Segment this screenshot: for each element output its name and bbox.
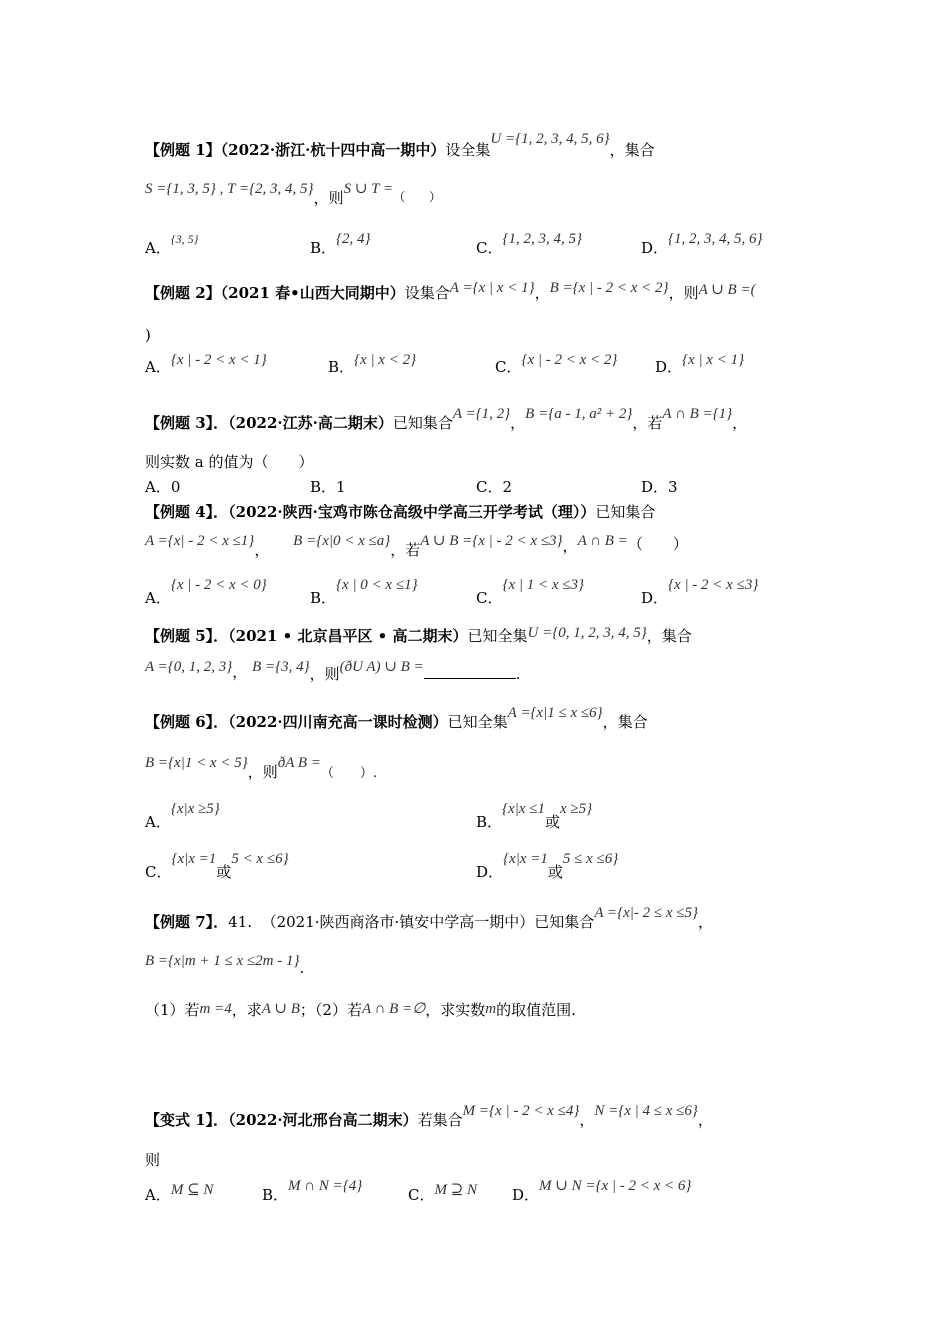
math-expression: A ∪ B — [261, 1001, 300, 1017]
problem-stem: ，则 — [309, 665, 340, 683]
option-label: C． — [495, 358, 522, 376]
option-d — [641, 477, 678, 497]
problem-stem: ，若 — [632, 414, 663, 432]
or-word: 或 — [547, 863, 563, 881]
math-expression: A ∩ B =∅ — [361, 1001, 426, 1017]
problem-tag: 【例题 4】． — [145, 503, 229, 521]
option-label: D． — [476, 863, 504, 881]
problem-stem: ，集合 — [646, 627, 692, 645]
problem-source: （2022·河北邢台高二期末） — [228, 1111, 418, 1129]
problem-stem: 已知集合 — [534, 913, 595, 931]
option-value: {x|x =1 — [503, 851, 548, 867]
problem-source: （2022·陕西·宝鸡市陈仓高级中学高三开学考试（理）） — [228, 503, 596, 521]
problem-source: （2022·江苏·高二期末） — [228, 414, 393, 432]
option-label: D． — [512, 1186, 540, 1204]
option-value: 0 — [170, 478, 181, 496]
math-expression: M ={x | - 2 < x ≤4} — [462, 1103, 580, 1119]
math-expression: ðA B = — [277, 755, 321, 771]
option-value: x ≥5} — [559, 801, 593, 817]
option-a — [145, 477, 180, 497]
option-a — [145, 801, 220, 833]
question-text: ，求实数 — [425, 1001, 486, 1019]
problem-stem: 已知全集 — [467, 627, 528, 645]
separator: ， — [562, 537, 578, 555]
option-value: M ∪ N ={x | - 2 < x < 6} — [539, 1178, 692, 1194]
separator: ， — [534, 284, 550, 302]
option-label: C． — [476, 589, 503, 607]
problem-stem: ，则 — [668, 284, 699, 302]
math-expression: A ∪ B =( — [698, 282, 756, 298]
option-d — [512, 1178, 692, 1206]
option-value: {1, 2, 3, 4, 5, 6} — [668, 231, 763, 247]
math-expression: m =4 — [199, 1001, 232, 1017]
math-expression: U ={0, 1, 2, 3, 4, 5} — [527, 625, 647, 641]
separator: ， — [697, 1111, 713, 1129]
option-label: D． — [641, 589, 669, 607]
question-text: ；（2）若 — [299, 1001, 362, 1019]
option-label: C． — [476, 478, 503, 496]
option-label: A． — [145, 589, 171, 607]
problem-2-line-1 — [145, 280, 756, 304]
problem-stem: ，集合 — [602, 713, 648, 731]
problem-7-line-1 — [145, 905, 713, 933]
or-word: 或 — [544, 813, 560, 831]
math-expression: S ={1, 3, 5} , T ={2, 3, 4, 5} — [145, 181, 314, 197]
problem-stem: 已知集合 — [392, 414, 453, 432]
problem-stem: 设集合 — [404, 284, 450, 302]
option-value: 3 — [668, 478, 678, 496]
option-c — [495, 352, 618, 378]
option-c — [408, 1182, 478, 1206]
problem-tag: 【变式 1】． — [145, 1111, 229, 1129]
separator: ， — [254, 541, 270, 559]
option-c — [145, 851, 289, 883]
option-value: {x | - 2 < x ≤3} — [668, 577, 759, 593]
problem-stem: 设全集 — [445, 141, 491, 159]
answer-blank[interactable] — [424, 664, 516, 679]
option-label: B． — [262, 1186, 289, 1204]
problem-tag: 【例题 7】． — [145, 913, 229, 931]
option-label: B． — [310, 589, 337, 607]
option-d — [476, 851, 619, 883]
option-label: A． — [145, 1186, 171, 1204]
problem-source: （2021 • 北京昌平区 • 高二期末） — [228, 627, 468, 645]
option-d — [641, 577, 759, 609]
separator: ， — [697, 913, 713, 931]
option-value: {x | 0 < x ≤1} — [336, 577, 418, 593]
separator: ， — [732, 414, 748, 432]
problem-stem: 已知集合 — [595, 503, 656, 521]
problem-stem: ，则 — [247, 763, 278, 781]
math-expression: (ðU A) ∪ B = — [339, 659, 424, 675]
problem-stem: ，则 — [313, 189, 344, 207]
option-label: D． — [641, 239, 669, 257]
or-word: 或 — [216, 863, 232, 881]
option-value: {x | - 2 < x < 2} — [521, 352, 618, 368]
problem-stem: ，若 — [390, 541, 421, 559]
problem-6-line-2 — [145, 752, 378, 781]
option-value: {x | x < 1} — [682, 352, 745, 368]
option-a — [145, 232, 199, 259]
option-label: B． — [328, 358, 355, 376]
option-value: 1 — [336, 478, 346, 496]
problem-source: （2022·浙江·杭十四中高一期中） — [220, 141, 446, 159]
problem-tag: 【例题 6】． — [145, 713, 229, 731]
math-expression: N ={x | 4 ≤ x ≤6} — [594, 1103, 698, 1119]
option-b — [476, 801, 593, 833]
problem-7-questions — [145, 1000, 576, 1021]
problem-tag: 【例题 2】 — [145, 284, 221, 302]
problem-stem: 若集合 — [417, 1111, 463, 1129]
problem-tag: 【例题 5】． — [145, 627, 229, 645]
variant-1-line-1 — [145, 1103, 713, 1131]
option-value: {x|x =1 — [171, 851, 217, 867]
problem-5-line-1 — [145, 626, 692, 647]
option-d — [641, 231, 763, 259]
problem-7-line-2 — [145, 950, 305, 977]
option-b — [310, 231, 371, 259]
option-label: D． — [655, 358, 683, 376]
problem-4-line-2 — [145, 530, 688, 559]
problem-4-line-1 — [145, 502, 655, 522]
option-value: {x | - 2 < x < 0} — [170, 577, 267, 593]
problem-3-line-2: 则实数 a 的值为（ ） — [145, 453, 314, 471]
option-value: M ∩ N ={4} — [288, 1178, 363, 1194]
option-value: 5 ≤ x ≤6} — [562, 851, 619, 867]
option-label: D． — [641, 478, 669, 496]
option-b — [310, 477, 346, 497]
option-value: {1, 2, 3, 4, 5} — [502, 231, 582, 247]
problem-source: （2021 春•山西大同期中） — [220, 284, 405, 302]
separator: ， — [232, 663, 248, 681]
math-expression: A ∩ B ={1} — [662, 406, 733, 422]
option-label: C． — [408, 1186, 435, 1204]
problem-number: 41. — [228, 913, 253, 931]
math-expression: A ={x | x < 1} — [449, 280, 535, 296]
option-value: M ⊆ N — [170, 1182, 214, 1198]
problem-6-line-1 — [145, 705, 648, 733]
math-expression: U ={1, 2, 3, 4, 5, 6} — [490, 131, 610, 147]
option-value: {x | x < 2} — [354, 352, 417, 368]
question-text: （1）若 — [145, 1001, 200, 1019]
option-label: B． — [310, 239, 337, 257]
option-b — [328, 352, 417, 378]
option-c — [476, 231, 582, 259]
problem-1-line-2 — [145, 178, 442, 207]
option-label: C． — [145, 863, 172, 881]
option-label: A． — [145, 813, 171, 831]
option-a — [145, 1182, 214, 1206]
problem-2-line-2: ) — [145, 326, 151, 344]
option-value: 5 < x ≤6} — [231, 851, 289, 867]
problem-5-line-2 — [145, 656, 521, 683]
option-label: B． — [310, 478, 337, 496]
math-expression: B ={x|1 < x < 5} — [145, 755, 248, 771]
math-expression: A ={x| - 2 < x ≤1} — [145, 533, 255, 549]
option-value: {x|x ≤1 — [502, 801, 545, 817]
problem-3-line-1 — [145, 406, 748, 434]
problem-source: （2021·陕西商洛市·镇安中学高一期中） — [261, 913, 535, 931]
math-expression: B ={a - 1, a² + 2} — [525, 406, 633, 422]
problem-stem: 已知全集 — [447, 713, 508, 731]
math-expression: A ={x|- 2 ≤ x ≤5} — [594, 905, 698, 921]
option-b — [310, 577, 418, 609]
answer-paren: （ ） — [393, 190, 442, 204]
separator: ， — [579, 1111, 595, 1129]
option-label: C． — [476, 239, 503, 257]
option-value: {x | - 2 < x < 1} — [170, 352, 267, 368]
option-value: {2, 4} — [336, 231, 371, 247]
answer-paren: （ ） — [627, 535, 688, 553]
math-expression: A ∩ B = — [577, 533, 628, 549]
option-value: {x|x ≥5} — [170, 801, 220, 817]
math-expression: A ={0, 1, 2, 3} — [145, 659, 233, 675]
option-value: M ⊇ N — [434, 1182, 478, 1198]
problem-tag: 【例题 3】． — [145, 414, 229, 432]
math-expression: A ∪ B ={x | - 2 < x ≤3} — [420, 533, 563, 549]
option-a — [145, 577, 267, 609]
math-expression: A ={x|1 ≤ x ≤6} — [507, 705, 603, 721]
period: . — [515, 665, 521, 683]
option-value: {x | 1 < x ≤3} — [502, 577, 585, 593]
option-label: A． — [145, 358, 171, 376]
option-label: A． — [145, 239, 171, 257]
math-expression: B ={x | - 2 < x < 2} — [549, 280, 669, 296]
math-expression: B ={3, 4} — [252, 659, 310, 675]
period: . — [299, 959, 305, 977]
option-label: A． — [145, 478, 171, 496]
option-a — [145, 352, 267, 378]
problem-tag: 【例题 1】 — [145, 141, 221, 159]
question-text: ，求 — [231, 1001, 262, 1019]
math-expression: A ={1, 2} — [452, 406, 511, 422]
math-expression: B ={x|m + 1 ≤ x ≤2m - 1} — [145, 953, 300, 969]
math-expression: B ={x|0 < x ≤a} — [293, 533, 391, 549]
problem-source: （2022·四川南充高一课时检测） — [228, 713, 448, 731]
option-c — [476, 477, 512, 497]
math-expression: m — [485, 1001, 497, 1017]
option-value: 2 — [502, 478, 513, 496]
option-c — [476, 577, 585, 609]
variant-1-line-2: 则 — [145, 1151, 161, 1169]
option-b — [262, 1178, 363, 1206]
answer-paren: （ ）. — [320, 766, 378, 781]
separator: ， — [510, 414, 526, 432]
problem-1-line-1 — [145, 131, 655, 161]
option-value: {3, 5} — [170, 232, 199, 246]
math-expression: S ∪ T = — [343, 181, 394, 197]
question-text: 的取值范围. — [496, 1001, 576, 1019]
option-label: B． — [476, 813, 503, 831]
problem-stem: ，集合 — [609, 141, 655, 159]
option-d — [655, 352, 745, 378]
